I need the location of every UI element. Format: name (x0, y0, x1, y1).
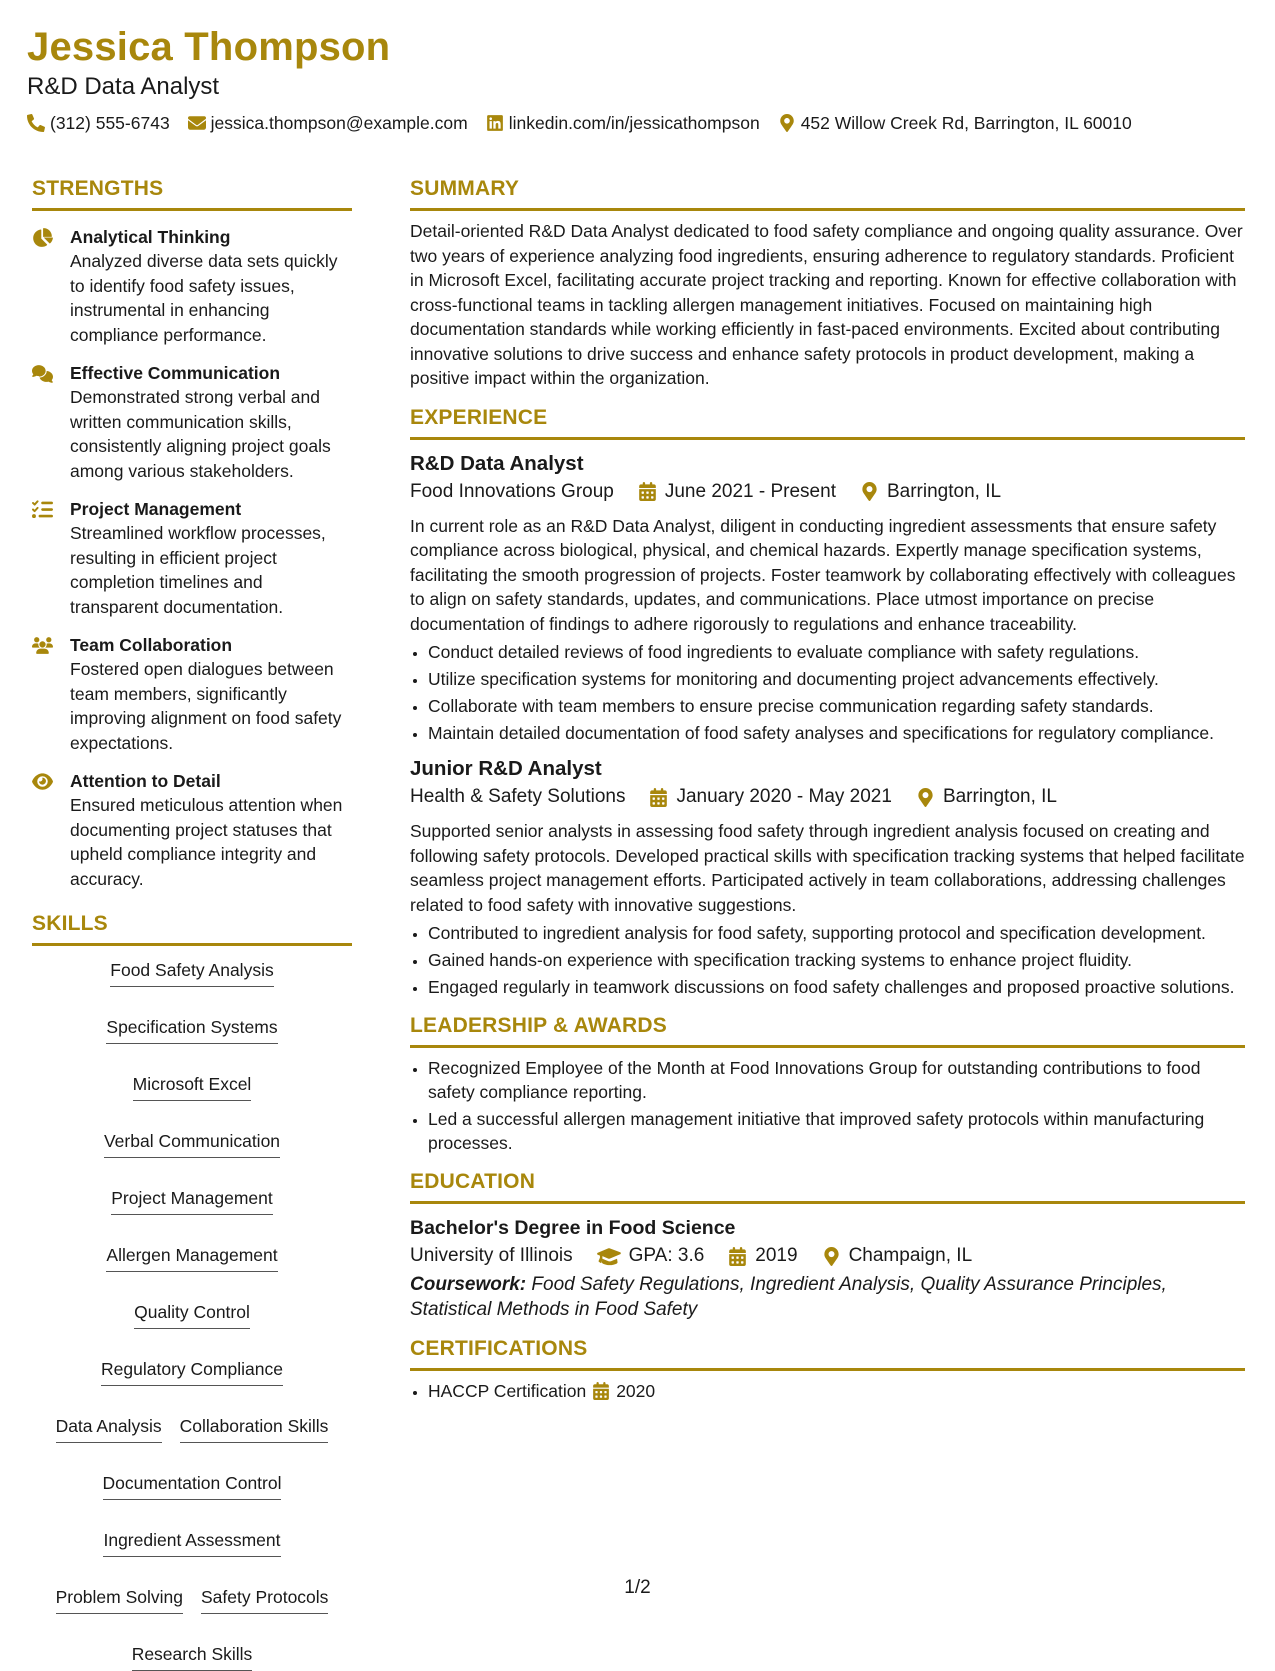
strength-desc: Streamlined workflow processes, resulting in efficient project completion timelines and transparent documentation. (70, 523, 326, 617)
calendar-icon (638, 482, 657, 501)
summary-text: Detail-oriented R&D Data Analyst dedicated to food safety compliance and ongoing quality assurance. Over two years of experience analyzing food ingredients, ensuring adherence to regulatory standards. Proficient in Microsoft Excel, facilitating accurate project tracking and reporting. Known for effective collaboration with cross-functional teams in tackling allergen management initiatives. Focused on maintaining high documentation standards while working efficiently in fast-paced environments. Excited about contributing innovative solutions to drive success and enhance safety protocols in product development, making a positive impact within the organization. (410, 221, 1243, 388)
job-location: Barrington, IL (942, 786, 1058, 807)
contact-address (778, 112, 1132, 134)
education-location: Champaign, IL (848, 1245, 973, 1266)
education-meta (410, 1242, 1245, 1270)
list-item: • Engaged regularly in teamwork discussions on food safety challenges and proposed proactive solutions. (428, 975, 1245, 999)
map-pin-icon (778, 114, 796, 132)
linkedin-icon (486, 114, 504, 132)
address-text: 452 Willow Creek Rd, Barrington, IL 60010 (800, 113, 1132, 133)
graduation-year: 2019 (755, 1245, 798, 1266)
skill-tag: Research Skills (132, 1642, 253, 1671)
certifications-list (410, 1379, 1245, 1403)
leadership-heading: LEADERSHIP & AWARDS (410, 1013, 1245, 1048)
phone-icon (27, 114, 45, 132)
coursework-label: Coursework: (410, 1274, 527, 1295)
skill-tag: Safety Protocols (201, 1585, 328, 1614)
calendar-icon (649, 788, 668, 807)
list-item: • Collaborate with team members to ensure precise communication regarding safety standards. (428, 694, 1245, 718)
strength-item (32, 225, 352, 347)
skill-tag: Project Management (111, 1186, 272, 1215)
leadership-bullets (410, 1056, 1245, 1155)
left-column (32, 176, 352, 1671)
strength-item (32, 633, 352, 755)
strength-title: Team Collaboration (70, 635, 233, 655)
list-item: • Recognized Employee of the Month at Food Innovations Group for outstanding contributions to food safety compliance reporting. (428, 1056, 1245, 1104)
job-meta (410, 783, 1245, 811)
job-company: Health & Safety Solutions (410, 786, 626, 807)
strength-desc: Analyzed diverse data sets quickly to identify food safety issues, instrumental in enhancing compliance performance. (70, 251, 338, 345)
contact-row (27, 112, 1247, 134)
graduation-cap-icon (597, 1247, 621, 1266)
skill-tag: Documentation Control (103, 1471, 282, 1500)
skill-tag: Data Analysis (56, 1414, 162, 1443)
strength-desc: Demonstrated strong verbal and written communication skills, consistently aligning project goals among various stakeholders. (70, 387, 331, 481)
skill-tag: Specification Systems (106, 1015, 277, 1044)
job-title: R&D Data Analyst (410, 451, 584, 475)
map-pin-icon (860, 482, 879, 501)
eye-icon (32, 771, 53, 792)
certifications-heading: CERTIFICATIONS (410, 1336, 1245, 1371)
list-item: • Led a successful allergen management initiative that improved safety protocols within manufacturing processes. (428, 1107, 1245, 1155)
list-item: • Contributed to ingredient analysis for food safety, supporting protocol and specification development. (428, 921, 1245, 945)
page-number: 1/2 (624, 1577, 651, 1598)
job-bullets (410, 640, 1245, 745)
strength-desc: Ensured meticulous attention when documenting project statuses that upheld compliance integrity and accuracy. (70, 795, 343, 889)
users-icon (32, 635, 53, 656)
strength-title: Attention to Detail (70, 771, 221, 791)
strength-desc: Fostered open dialogues between team members, significantly improving alignment on food safety expectations. (70, 659, 342, 753)
degree-title: Bachelor's Degree in Food Science (410, 1217, 736, 1239)
job-title: Junior R&D Analyst (410, 757, 602, 780)
skill-tag: Food Safety Analysis (110, 958, 273, 987)
school-name: University of Illinois (410, 1245, 573, 1266)
list-item (428, 1379, 1245, 1403)
skill-tag: Quality Control (134, 1300, 250, 1329)
skill-tag: Allergen Management (106, 1243, 277, 1272)
resume-header (27, 22, 1247, 134)
contact-email[interactable] (188, 112, 468, 134)
strength-title: Effective Communication (70, 363, 281, 383)
comments-icon (32, 363, 53, 384)
gpa: GPA: 3.6 (628, 1245, 705, 1266)
linkedin-text: linkedin.com/in/jessicathompson (508, 113, 760, 133)
calendar-icon (592, 1382, 610, 1400)
job-description: Supported senior analysts in assessing food safety through ingredient analysis focused on creating and following safety protocols. Developed practical skills with specification tracking systems that helped facilitate seamless project management efforts. Participated actively in team collaborations, addressing challenges related to food safety with innovative suggestions. (410, 821, 1245, 915)
checklist-icon (32, 499, 53, 520)
list-item: • Maintain detailed documentation of food safety analyses and specifications for regulatory compliance. (428, 721, 1245, 745)
coursework (410, 1272, 1245, 1322)
list-item: • Gained hands-on experience with specification tracking systems to enhance project fluidity. (428, 948, 1245, 972)
list-item: • Conduct detailed reviews of food ingredients to evaluate compliance with safety regulations. (428, 640, 1245, 664)
job-location: Barrington, IL (886, 480, 1002, 502)
contact-phone[interactable] (27, 112, 170, 134)
calendar-icon (728, 1247, 747, 1266)
phone-text: (312) 555-6743 (50, 113, 170, 133)
summary-heading: SUMMARY (410, 176, 1245, 211)
skills-list (32, 958, 352, 1671)
job-meta (410, 478, 1245, 506)
strengths-heading: STRENGTHS (32, 176, 352, 211)
skill-tag: Collaboration Skills (180, 1414, 329, 1443)
job-dates: June 2021 - Present (664, 480, 836, 502)
strength-item (32, 769, 352, 891)
job-bullets (410, 921, 1245, 999)
skills-heading: SKILLS (32, 911, 352, 946)
skill-tag: Microsoft Excel (133, 1072, 252, 1101)
list-item: • Utilize specification systems for monitoring and documenting project advancements effectively. (428, 667, 1245, 691)
skill-tag: Ingredient Assessment (103, 1528, 280, 1557)
pie-chart-icon (32, 227, 53, 248)
candidate-name: Jessica Thompson (27, 25, 391, 69)
job-dates: January 2020 - May 2021 (676, 786, 892, 807)
strength-item (32, 497, 352, 619)
coursework-text: Food Safety Regulations, Ingredient Analysis, Quality Assurance Principles, Statistical Methods in Food Safety (410, 1274, 1167, 1320)
experience-heading: EXPERIENCE (410, 405, 1245, 440)
map-pin-icon (822, 1247, 841, 1266)
strength-title: Project Management (70, 499, 242, 519)
strength-item (32, 361, 352, 483)
job-entry (410, 450, 1245, 746)
email-text: jessica.thompson@example.com (210, 113, 468, 133)
certification-name: • HACCP Certification (428, 1381, 587, 1401)
map-pin-icon (916, 788, 935, 807)
candidate-title: R&D Data Analyst (27, 73, 220, 100)
envelope-icon (188, 114, 206, 132)
strength-title: Analytical Thinking (70, 227, 231, 247)
skill-tag: Regulatory Compliance (101, 1357, 283, 1386)
education-heading: EDUCATION (410, 1169, 1245, 1204)
job-company: Food Innovations Group (410, 480, 614, 502)
certification-year: 2020 (616, 1381, 656, 1401)
skill-tag: Problem Solving (56, 1585, 183, 1614)
skill-tag: Verbal Communication (104, 1129, 280, 1158)
right-column (410, 176, 1245, 1406)
job-description: In current role as an R&D Data Analyst, diligent in conducting ingredient assessments that ensure safety compliance across biological, physical, and chemical hazards. Expertly manage specification systems, facilitating the smooth progression of projects. Foster teamwork by collaborating effectively with colleagues to align on safety standards, updates, and communications. Place utmost importance on precise documentation of findings to adhere rigorously to regulations and enhance traceability. (410, 515, 1236, 634)
job-entry (410, 755, 1245, 999)
contact-linkedin[interactable] (486, 112, 760, 134)
